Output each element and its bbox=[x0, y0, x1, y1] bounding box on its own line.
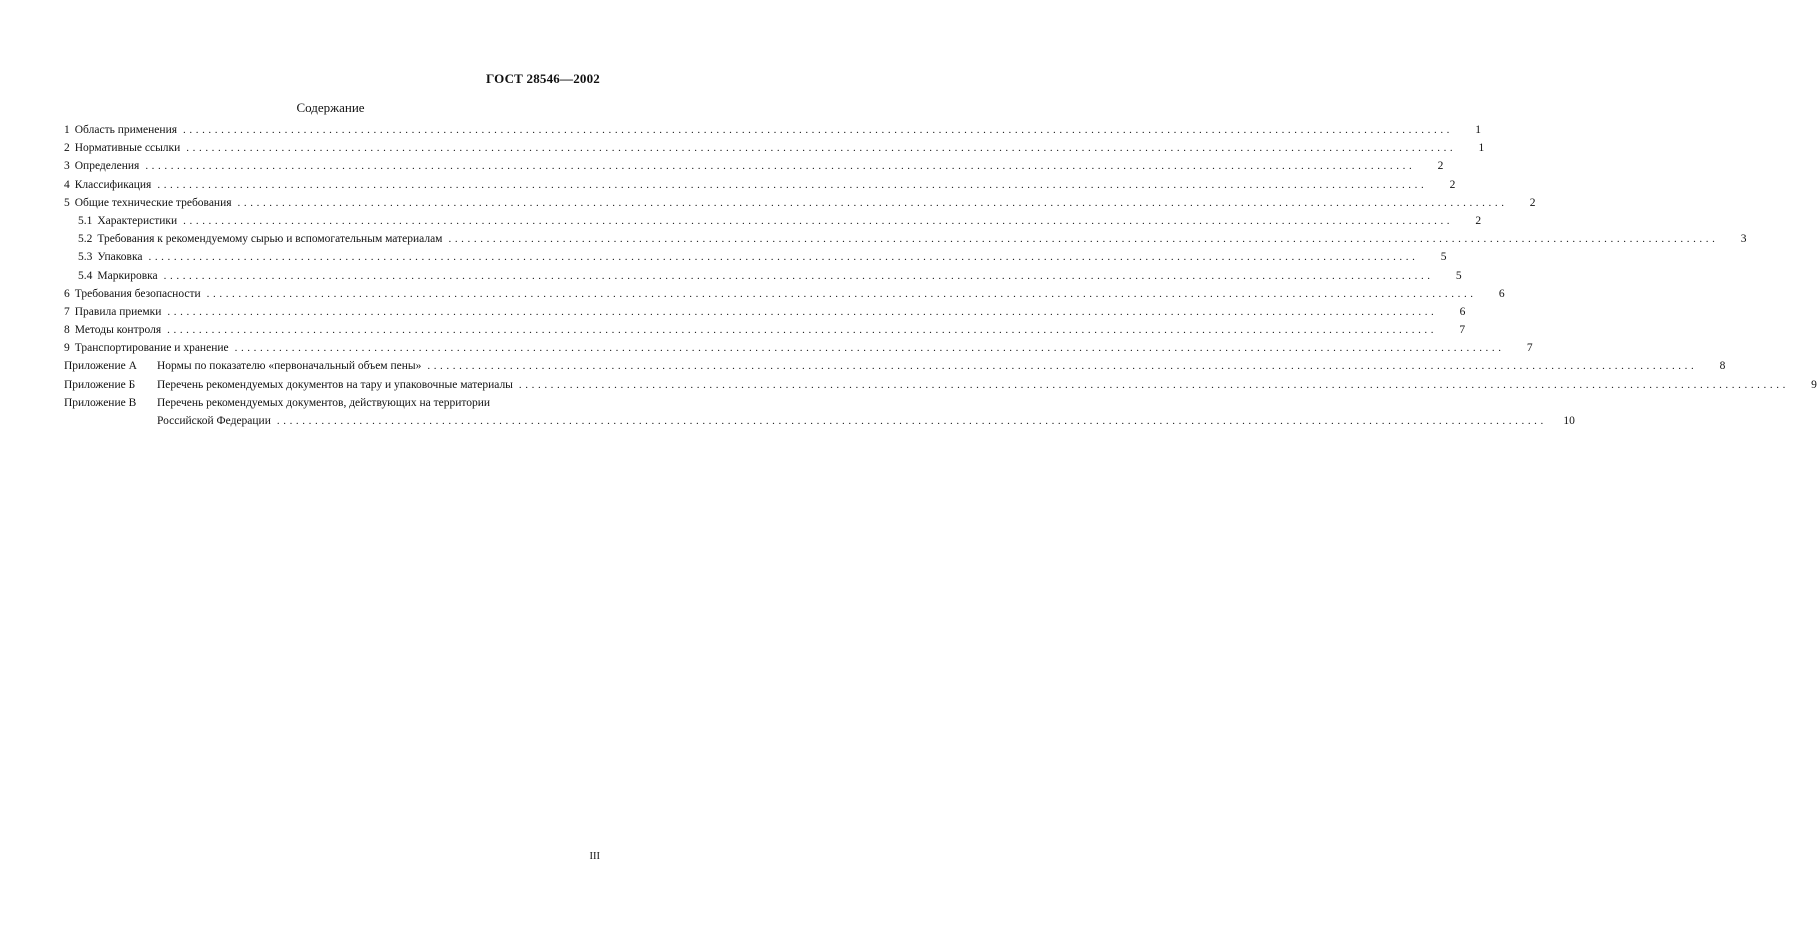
toc-entry-page: 6 bbox=[1459, 305, 1466, 318]
toc-entry-number: 5.3 bbox=[78, 251, 93, 264]
toc-entry-5-4[interactable] bbox=[64, 269, 1462, 288]
appendix-page: 8 bbox=[1719, 360, 1726, 373]
toc-entry-label: Классификация bbox=[74, 178, 152, 191]
document-code: ГОСТ 28546—2002 bbox=[485, 71, 600, 86]
dot-leader: ........................................................................................................................................................................................................ bbox=[276, 415, 1547, 427]
toc-entry-1[interactable] bbox=[64, 124, 1482, 142]
toc-entry-page: 5 bbox=[1455, 269, 1462, 282]
appendix-prefix: Приложение Б bbox=[64, 378, 136, 391]
toc-entry-page: 7 bbox=[1459, 324, 1466, 337]
toc-entry-label: Упаковка bbox=[97, 251, 143, 264]
dot-leader: ........................................................................................................................................................................................................ bbox=[183, 124, 1454, 136]
dot-leader: ........................................................................................................................................................................................................ bbox=[237, 196, 1508, 209]
toc-entry-page: 7 bbox=[1526, 342, 1533, 355]
toc-entry-label: Общие технические требования bbox=[74, 196, 232, 209]
toc-entry-number: 1 bbox=[64, 124, 70, 136]
dot-leader: ........................................................................................................................................................................................................ bbox=[163, 269, 1434, 282]
toc-entry-8[interactable] bbox=[64, 324, 1466, 342]
toc-entry-2[interactable] bbox=[64, 142, 1485, 160]
toc-appendix-v[interactable] bbox=[64, 397, 596, 415]
dot-leader: ........................................................................................................................................................................................................ bbox=[145, 160, 1416, 173]
toc-entry-3[interactable] bbox=[64, 160, 1444, 178]
toc-entry-page: 2 bbox=[1475, 214, 1482, 227]
appendix-page: 9 bbox=[1811, 378, 1817, 391]
toc-entry-number: 5.1 bbox=[78, 214, 93, 227]
dot-leader: ........................................................................................................................................................................................................ bbox=[448, 233, 1719, 246]
toc-entry-label: Правила приемки bbox=[74, 305, 162, 318]
dot-leader: ........................................................................................................................................................................................................ bbox=[167, 324, 1438, 337]
toc-entry-page: 2 bbox=[1449, 178, 1456, 191]
toc-entry-page: 2 bbox=[1529, 196, 1536, 209]
toc-entry-label: Определения bbox=[74, 160, 140, 173]
dot-leader: ........................................................................................................................................................................................................ bbox=[167, 305, 1438, 318]
dot-leader: ........................................................................................................................................................................................................ bbox=[206, 287, 1477, 300]
toc-entry-5[interactable] bbox=[64, 196, 1536, 215]
toc-entry-number: 6 bbox=[64, 287, 70, 300]
dot-leader: ........................................................................................................................................................................................................ bbox=[427, 360, 1698, 373]
toc-entry-page: 1 bbox=[1475, 124, 1482, 136]
toc-entry-number: 7 bbox=[64, 305, 70, 318]
toc-entry-label: Маркировка bbox=[97, 269, 158, 282]
toc-entry-label: Область применения bbox=[74, 124, 178, 136]
toc-entry-label: Транспортирование и хранение bbox=[74, 342, 229, 355]
appendix-page: 10 bbox=[1563, 415, 1575, 427]
dot-leader: ........................................................................................................................................................................................................ bbox=[183, 214, 1454, 227]
toc-entry-5-1[interactable] bbox=[64, 214, 1482, 233]
toc-entry-number: 5 bbox=[64, 196, 70, 209]
appendix-label: Перечень рекомендуемых документов на тару и упаковочные материалы bbox=[157, 378, 513, 391]
toc-appendix-a[interactable] bbox=[64, 360, 1726, 378]
toc-appendix-v-continuation[interactable] bbox=[64, 415, 1575, 433]
appendix-prefix: Приложение В bbox=[64, 396, 137, 409]
page-number: III bbox=[589, 851, 600, 862]
toc-entry-page: 6 bbox=[1498, 287, 1505, 300]
toc-entry-number: 3 bbox=[64, 160, 70, 173]
toc-entry-7[interactable] bbox=[64, 305, 1466, 324]
toc-entry-number: 8 bbox=[64, 324, 70, 337]
toc-entry-6[interactable] bbox=[64, 287, 1505, 306]
appendix-label: Нормы по показателю «первоначальный объем пены» bbox=[157, 360, 422, 373]
toc-entry-page: 1 bbox=[1478, 142, 1485, 155]
toc-entry-label: Требования безопасности bbox=[74, 287, 201, 300]
toc-entry-page: 5 bbox=[1440, 251, 1447, 264]
toc-entry-number: 4 bbox=[64, 178, 70, 191]
toc-entry-label: Методы контроля bbox=[74, 324, 162, 337]
dot-leader: ........................................................................................................................................................................................................ bbox=[148, 251, 1419, 264]
toc-entry-number: 9 bbox=[64, 342, 70, 355]
toc-entry-5-3[interactable] bbox=[64, 251, 1447, 269]
toc-entry-number: 5.4 bbox=[78, 269, 93, 282]
toc-entry-label: Требования к рекомендуемому сырью и вспомогательным материалам bbox=[97, 233, 443, 246]
table-of-contents bbox=[64, 124, 1817, 433]
appendix-label-continuation: Российской Федерации bbox=[157, 415, 271, 427]
toc-entry-4[interactable] bbox=[64, 178, 1456, 197]
toc-entry-number: 2 bbox=[64, 142, 70, 155]
toc-entry-number: 5.2 bbox=[78, 233, 93, 246]
toc-title: Содержание bbox=[296, 100, 365, 115]
toc-entry-page: 2 bbox=[1437, 160, 1444, 173]
toc-appendix-b[interactable] bbox=[64, 378, 1817, 397]
dot-leader: ........................................................................................................................................................................................................ bbox=[157, 178, 1428, 191]
toc-entry-9[interactable] bbox=[64, 342, 1533, 360]
toc-entry-label: Характеристики bbox=[97, 214, 178, 227]
toc-entry-label: Нормативные ссылки bbox=[74, 142, 181, 155]
appendix-prefix: Приложение А bbox=[64, 360, 137, 373]
toc-entry-5-2[interactable] bbox=[64, 233, 1747, 251]
appendix-label: Перечень рекомендуемых документов, действующих на территории bbox=[157, 396, 491, 409]
toc-entry-page: 3 bbox=[1740, 233, 1747, 246]
dot-leader: ........................................................................................................................................................................................................ bbox=[186, 142, 1457, 155]
dot-leader: ........................................................................................................................................................................................................ bbox=[234, 342, 1505, 355]
dot-leader: ........................................................................................................................................................................................................ bbox=[518, 378, 1789, 391]
